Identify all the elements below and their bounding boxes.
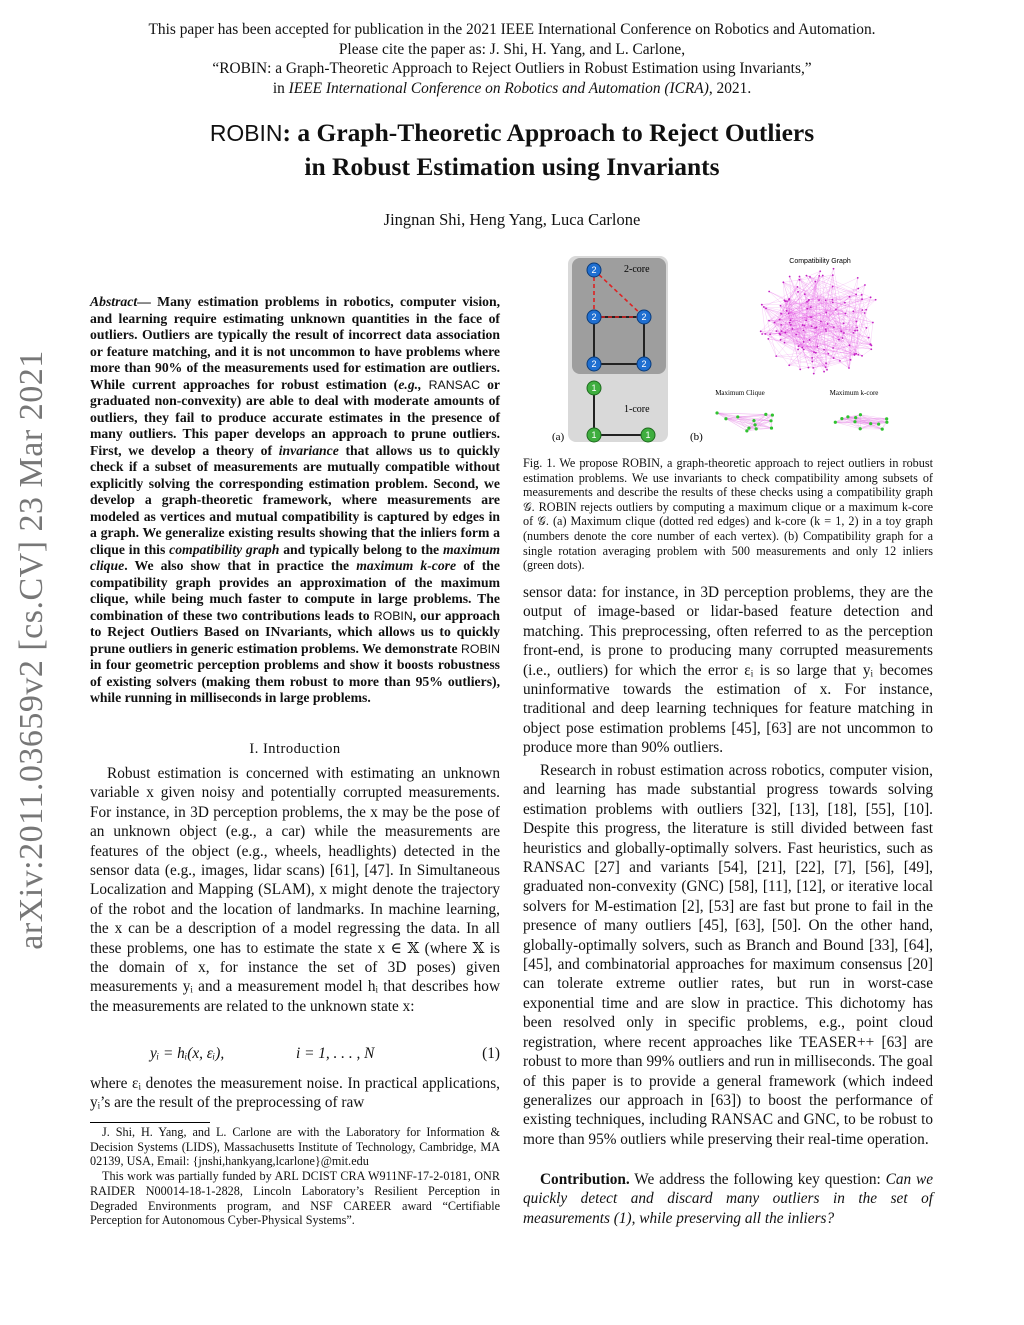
clique-inlier-node (745, 429, 748, 432)
clique-inlier-node (771, 413, 774, 416)
compat-node (861, 298, 863, 300)
compat-node (842, 337, 844, 339)
compat-node (768, 320, 770, 322)
compat-node (809, 339, 811, 341)
compat-node (843, 332, 845, 334)
compat-edge (789, 365, 813, 368)
compat-node (781, 330, 783, 332)
compat-node (850, 359, 852, 361)
compat-node (827, 323, 829, 325)
compat-node (838, 339, 840, 341)
compat-node (870, 348, 872, 350)
clique-inlier-node (724, 417, 727, 420)
compat-node (769, 333, 771, 335)
compat-node (784, 332, 786, 334)
compat-node (791, 328, 793, 330)
footnote-funding: This work was partially funded by ARL DCIST CRA W911NF-17-2-0181, ONR RAIDER N00014-18-1-2828, Lincoln Laboratory’s Resilient Perception in Degraded Environments program, and NSF CAREER award “Certifiable Perception for Autonomous Cyber-Physical Systems”. (90, 1169, 500, 1228)
compat-node (789, 276, 791, 278)
equation-1 (90, 1045, 500, 1067)
compat-node (854, 330, 856, 332)
kcore-inlier-node (853, 420, 856, 423)
compat-node (784, 299, 786, 301)
compat-node (765, 307, 767, 309)
notice-venue: IEEE International Conference on Robotics and Automation (ICRA) (288, 79, 709, 97)
compat-node (814, 327, 816, 329)
label-1-core: 1-core (624, 404, 650, 415)
compat-node (760, 330, 762, 332)
footnote-rule (90, 1122, 210, 1123)
notice-line-4: in IEEE International Conference on Robotics and Automation (ICRA), 2021. (272, 79, 752, 97)
compat-node (835, 309, 837, 311)
compat-node (775, 355, 777, 357)
compat-node (811, 325, 813, 327)
compat-node (813, 351, 815, 353)
compat-node (849, 344, 851, 346)
compat-node (870, 296, 872, 298)
compat-node (806, 301, 808, 303)
equation-number: (1) (482, 1045, 500, 1062)
contribution-paragraph: Contribution. We address the following key question: Can we quickly detect and discard many outliers in the set of measurements (1), while preserving all the inliers? (523, 1171, 933, 1227)
compat-node (761, 333, 763, 335)
key-question: Can we quickly detect and discard many outliers in the set of measurements (1), while preserving all the inliers? (523, 1171, 933, 1227)
compat-node (789, 322, 791, 324)
compat-node (806, 308, 808, 310)
compat-node (815, 352, 817, 354)
compat-node (809, 276, 811, 278)
compat-node (861, 294, 863, 296)
compat-node (848, 367, 850, 369)
compat-node (820, 321, 822, 323)
compat-node (854, 353, 856, 355)
compat-node (818, 299, 820, 301)
compat-node (845, 313, 847, 315)
compat-node (780, 313, 782, 315)
abstract: Abstract— Many estimation problems in robotics, computer vision, and learning require estimating unknown quantities in the face of outliers. Outliers are typically the result of incorrect data association or feature matching, and it is not uncommon to have problems where more than 90% of the measurements used for estimation are outliers. While current approaches for robust estimation (e.g., RANSAC or graduated non-convexity) are able to deal with moderate amounts of outliers, they fail to produce accurate estimates in the presence of many outliers. This paper develops an approach to prune outliers. First, we develop a theory of invariance that allows us to quickly check if a subset of measurements are mutually compatible without explicitly solving the corresponding estimation problem. Second, we develop a graph-theoretic framework, where measurements are modeled as vertices and mutual compatibility is captured by edges in a graph. We generalize existing results showing that the inliers form a clique in this compatibility graph and typically belong to the maximum clique. We also show that in practice the maximum k-core of the compatibility graph provides an approximation of the maximum clique, while being much faster to compute in large problems. The combination of these two contributions leads to ROBIN, our approach to Reject Outliers Based on INvariants, which allows us to quickly prune outliers in generic estimation problems. We demonstrate ROBIN in four geometric perception problems and show it boosts robustness of existing solvers (making them robust to more than 95% outliers), while running in milliseconds in large problems. (90, 294, 501, 705)
compat-node (780, 305, 782, 307)
kcore-inlier-node (859, 427, 862, 430)
compat-node (779, 334, 781, 336)
svg-text:2: 2 (641, 359, 647, 369)
compat-node (825, 330, 827, 332)
compat-node (776, 330, 778, 332)
compat-node (823, 371, 825, 373)
compat-node (870, 343, 872, 345)
compat-node (795, 334, 797, 336)
compat-node (799, 368, 801, 370)
arxiv-identifier: arXiv:2011.03659v2 [cs.CV] 23 Mar 2021 (13, 350, 50, 950)
compat-node (808, 367, 810, 369)
svg-text:2: 2 (591, 359, 597, 369)
figure-1a-toy-graph (548, 254, 688, 446)
compat-node (857, 277, 859, 279)
compat-node (803, 329, 805, 331)
compat-node (805, 320, 807, 322)
compat-node (857, 354, 859, 356)
compat-node (816, 346, 818, 348)
compat-node (804, 325, 806, 327)
notice-line-2: Please cite the paper as: J. Shi, H. Yang, and L. Carlone, (338, 40, 686, 58)
author-list: Jingnan Shi, Heng Yang, Luca Carlone (383, 210, 641, 229)
max-clique-subgraph (715, 411, 774, 432)
compat-node (852, 310, 854, 312)
compat-node (825, 312, 827, 314)
clique-inlier-node (747, 427, 750, 430)
compat-node (825, 366, 827, 368)
compat-node (803, 349, 805, 351)
notice-line-3: “ROBIN: a Graph-Theoretic Approach to Reject Outliers in Robust Estimation using Invariants,” (212, 60, 812, 77)
compat-node (855, 293, 857, 295)
compat-node (823, 349, 825, 351)
compat-node (826, 369, 828, 371)
right-paragraph-1: sensor data: for instance, in 3D perception problems, they are the output of image-based or lidar-based feature detection and matching. This preprocessing, often referred to as the perception front-end, is prone to producing many corrupted measurements (i.e., outliers) for which the error εᵢ is so large that yᵢ becomes uninformative towards the estimation of x. For instance, traditional and deep learning techniques for feature matching in object pose estimation problems [45], [63] are not uncommon to produce more than 90% outliers. (523, 584, 933, 757)
compat-node (782, 281, 784, 283)
kcore-inlier-node (846, 415, 849, 418)
compat-node (804, 293, 806, 295)
compat-node (801, 347, 803, 349)
compat-node (857, 288, 859, 290)
kcore-inlier-node (869, 422, 872, 425)
compat-node (790, 324, 792, 326)
equation-index: i = 1, . . . , N (296, 1045, 375, 1062)
svg-text:2: 2 (591, 312, 597, 322)
title-robin: ROBIN (209, 120, 283, 146)
compat-node (784, 342, 786, 344)
compat-node (788, 364, 790, 366)
compat-node (864, 312, 866, 314)
clique-inlier-node (755, 427, 758, 430)
compat-node (861, 355, 863, 357)
kcore-inlier-node (885, 421, 888, 424)
compat-node (790, 319, 792, 321)
compat-node (832, 347, 834, 349)
label-2-core: 2-core (624, 264, 650, 275)
compat-node (855, 353, 857, 355)
compat-node (849, 296, 851, 298)
compat-node (833, 268, 835, 270)
svg-text:1: 1 (591, 383, 597, 393)
compat-node (875, 299, 877, 301)
compat-node (774, 322, 776, 324)
svg-text:1: 1 (591, 430, 597, 440)
compat-node (822, 275, 824, 277)
compat-node (806, 275, 808, 277)
compat-node (840, 330, 842, 332)
compat-node (825, 328, 827, 330)
compat-node (799, 276, 801, 278)
compat-node (780, 324, 782, 326)
compat-node (843, 322, 845, 324)
max-clique-label: Maximum Clique (715, 389, 765, 397)
compat-node (865, 309, 867, 311)
kcore-inlier-node (859, 413, 862, 416)
compat-node (764, 333, 766, 335)
clique-inlier-node (764, 413, 767, 416)
compat-node (853, 332, 855, 334)
compat-node (810, 316, 812, 318)
max-kcore-subgraph (834, 413, 889, 431)
compat-node (798, 345, 800, 347)
compat-node (861, 309, 863, 311)
right-paragraph-2: Research in robust estimation across robotics, computer vision, and learning has made substantial progress towards solving estimation problems with outliers [32], [13], [18], [55], [10]. Despite this progress, the literature is still divided between fast heuristics and globally-optimally solvers. Fast heuristics, such as RANSAC [27] and variants [54], [21], [22], [7], [56], [49], graduated non-convexity (GNC) [58], [11], [12], or iterative local solvers for M-estimation [2], [53] are fast but prone to fail in the presence of many outliers [45], [63], [50]. On the other hand, globally-optimally solvers, such as Branch and Bound [33], [64], [45], and combinatorial approaches for maximum consensus [20] can tolerate extreme outlier rates, but run in worst-case exponential time and are slow in practice. This dichotomy has been resolved only in specific problems, e.g., point cloud registration, where recent approaches like TEASER++ [63] are robust to more than 99% outliers and run in milliseconds. The goal of this paper is to provide a general framework (which indeed generalizes our approach in [63]) to boost the performance of existing techniques, including RANSAC and GNC, to be robust to more than 95% outliers while preserving their real-time operation. (523, 762, 933, 1148)
compat-edge (866, 297, 870, 309)
clique-inlier-node (752, 419, 755, 422)
compat-node (797, 349, 799, 351)
compat-node (803, 341, 805, 343)
compat-node (813, 373, 815, 375)
compat-node (872, 322, 874, 324)
compat-node (814, 281, 816, 283)
notice-line-1: This paper has been accepted for publication in the 2021 IEEE International Conference on Robotics and Automation. (148, 21, 876, 38)
compat-node (786, 300, 788, 302)
compat-node (818, 275, 820, 277)
after-equation-text: where εᵢ denotes the measurement noise. In practical applications, yᵢ’s are the result of the preprocessing of raw (90, 1075, 500, 1112)
publication-notice (60, 20, 964, 98)
compat-node (808, 299, 810, 301)
label-a: (a) (552, 431, 565, 443)
clique-inlier-node (769, 419, 772, 422)
compat-node (786, 310, 788, 312)
compat-node (761, 304, 763, 306)
clique-inlier-node (770, 426, 773, 429)
clique-inlier-node (736, 415, 739, 418)
compat-node (825, 299, 827, 301)
compat-node (810, 306, 812, 308)
max-kcore-label: Maximum k-core (829, 389, 879, 397)
compat-node (780, 339, 782, 341)
figure-1-caption: Fig. 1. We propose ROBIN, a graph-theoretic approach to reject outliers in robust estimation problems. We use invariants to check compatibility among subsets of measurements and describe the results of these checks using a compatibility graph 𝒢. ROBIN rejects outliers by computing a maximum clique or a maximum k-core of 𝒢. (a) Maximum clique (dotted red edges) and k-core (k = 1, 2) in a toy graph (numbers denote the core number of each vertex). (b) Compatibility graph for a single rotation averaging problem with 500 measurements and only 12 inliers (green dots). (523, 456, 933, 573)
svg-text:2: 2 (591, 265, 597, 275)
figure-1b-compatibility-graph (690, 254, 936, 446)
compat-node (856, 321, 858, 323)
compat-edge (871, 323, 873, 345)
footnote-affiliation: J. Shi, H. Yang, and L. Carlone are with the Laboratory for Information & Decision Systems (LIDS), Massachusetts Institute of Technology, Cambridge, MA 02139, USA, Email: {jnshi,hankyang,lcarlone}@mit.edu (90, 1125, 500, 1169)
kcore-inlier-node (834, 421, 837, 424)
svg-text:2: 2 (641, 312, 647, 322)
kcore-inlier-node (885, 417, 888, 420)
compat-node (865, 327, 867, 329)
compat-node (825, 362, 827, 364)
paper-title: ROBIN: a Graph-Theoretic Approach to Reject Outliers in Robust Estimation using Invariants (209, 118, 815, 181)
compat-node (856, 330, 858, 332)
compat-node (797, 286, 799, 288)
compatibility-hairball (760, 268, 877, 375)
compat-node (788, 312, 790, 314)
compat-node (839, 360, 841, 362)
kcore-inlier-node (840, 417, 843, 420)
footnotes (90, 1125, 500, 1228)
compat-node (797, 291, 799, 293)
compat-node (768, 291, 770, 293)
compat-node (779, 319, 781, 321)
compat-node (819, 270, 821, 272)
kcore-inlier-node (854, 416, 857, 419)
intro-paragraph: Robust estimation is concerned with estimating an unknown variable x given noisy and potentially corrupted measurements. For instance, in 3D perception problems, the x may be the pose of an unknown object (e.g., a car) while the measurements are features of the object (e.g., wheels, headlights) detected in the sensor data (e.g., images, lidar scans) [61], [47]. In Simultaneous Localization and Mapping (SLAM), x might denote the trajectory of the robot and the location of landmarks. In machine learning, the x can be a description of a model regressing the data. In all these problems, one has to estimate the state x ∈ 𝕏 (where 𝕏 is the domain of x, for instance the set of 3D poses) given measurements yᵢ and a measurement model hᵢ that describes how the measurements are related to the unknown state x: (90, 765, 500, 1015)
compat-node (844, 302, 846, 304)
kcore-inlier-node (877, 422, 880, 425)
compat-node (799, 279, 801, 281)
compat-node (833, 357, 835, 359)
compat-node (763, 306, 765, 308)
compat-node (811, 357, 813, 359)
compat-node (868, 337, 870, 339)
section-heading-introduction: I. Introduction (249, 741, 341, 757)
compat-node (864, 284, 866, 286)
compat-node (832, 299, 834, 301)
compat-graph-title: Compatibility Graph (789, 258, 851, 265)
compat-edge (862, 349, 871, 356)
clique-inlier-node (753, 423, 756, 426)
compat-node (827, 353, 829, 355)
abstract-label: Abstract (90, 294, 138, 309)
compat-node (788, 299, 790, 301)
compat-node (802, 324, 804, 326)
equation-expression: yᵢ = hᵢ(x, εᵢ), (150, 1045, 225, 1062)
compat-node (832, 286, 834, 288)
svg-text:1: 1 (645, 430, 651, 440)
compat-node (833, 326, 835, 328)
compat-node (832, 302, 834, 304)
kcore-inlier-node (881, 427, 884, 430)
compat-node (832, 274, 834, 276)
label-b: (b) (690, 431, 703, 443)
clique-inlier-node (715, 411, 718, 414)
compat-node (811, 361, 813, 363)
contribution-label: Contribution. (540, 1171, 630, 1188)
compat-node (767, 338, 769, 340)
compat-node (856, 327, 858, 329)
compat-node (812, 367, 814, 369)
